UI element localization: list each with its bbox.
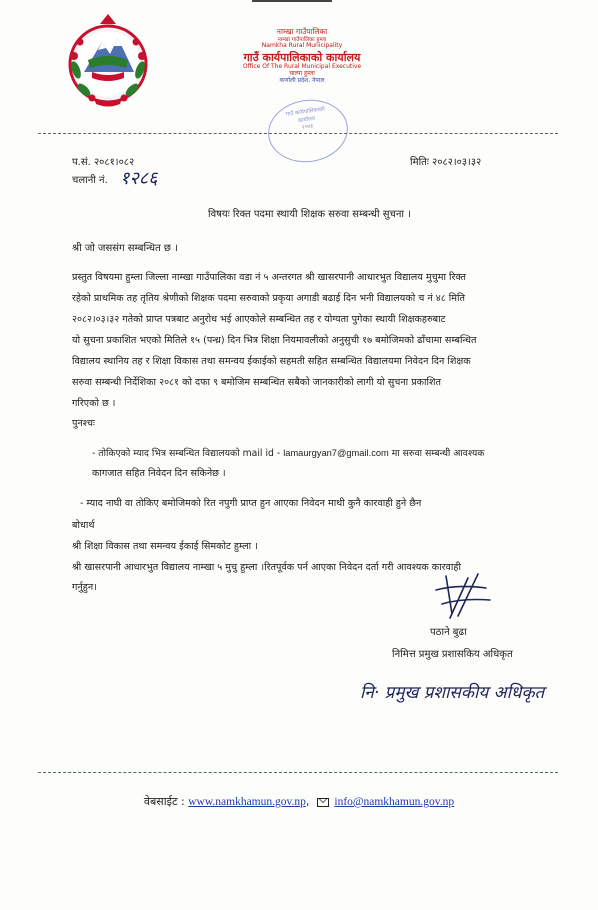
signature-scribble-icon (428, 570, 498, 622)
cc-line-1: श्री शिक्षा विकास तथा समन्वय ईकाई सिमकोट हुम्ला । (72, 541, 258, 552)
stamp-line-1: गाउँ कार्यपालिकाको (285, 106, 326, 118)
dispatch-number-handwritten: १२८६ (120, 168, 158, 189)
body-line: यो सुचना प्रकाशित भएको मितिले १५ (पन्ध्र) दिन भित्र शिक्षा नियमावलीको अनुसुची १७ बमोजिमको ढाँचामा सम्बन्धित (72, 335, 477, 346)
email-link[interactable]: info@namkhamun.gov.np (334, 796, 455, 808)
website-link[interactable]: www.namkhamun.gov.np (188, 796, 306, 808)
body-line: सरुवा सम्बन्धी निर्देशिका २०८१ को दफा ९ बमोजिम सम्बन्धित सबैको जानकारीको लागी यो सुचना प्रकाशित (72, 377, 441, 388)
top-edge-mark (252, 0, 332, 2)
salutation: श्री जो जससंग सम्बन्धित छ । (72, 243, 178, 254)
school-email: lamaurgyan7@gmail.com (283, 448, 389, 458)
palika-name-english: Namkha Rural Municipality (261, 41, 343, 49)
signer-title-handwritten: नि· प्रमुख प्रशासकीय अधिकृत (360, 683, 545, 703)
website-label: वेबसाईट : (143, 795, 185, 808)
palika-subline-nepali: नाम्खा गाउँपालिका हुम्ला (277, 36, 327, 43)
note-1-line-1 (92, 446, 484, 459)
office-name-english: Office Of The Rural Municipal Executive (242, 63, 362, 71)
body-line: प्रस्तुत विषयमा हुम्ला जिल्ला नाम्खा गाउँपालिका वडा नं ५ अन्तरगत श्री खासरपानी आधारभुत विद्यालय मुचुमा रिक्त (72, 272, 466, 283)
note-1-text-b: मा सरुवा सम्बन्धी आवश्यक (388, 448, 485, 459)
body-line: रहेको प्राथमिक तह तृतिय श्रेणीको शिक्षक पदमा सरुवाको प्रकृया अगाडी बढाई दिन भनी विद्यालयको च नं ४८ मिति (72, 293, 465, 304)
body-line: गरिएको छ । (72, 398, 116, 409)
reference-number: प.सं. २०८१।०८२ (72, 157, 135, 168)
note-2-line-1: - म्याद नाघी वा तोकिए बमोजिमको रित नपुगी प्राप्त हुन आएका निवेदन माथी कुनै कारवाही हुने छैन (80, 498, 422, 509)
palika-name-nepali: नाम्खा गाउँपालिका (276, 27, 328, 36)
letterhead (222, 28, 382, 85)
stamp-line-3: २०७३ (301, 123, 314, 132)
district-nepali: चाल्पा हुम्ला (289, 70, 315, 78)
note-1-line-2: कागजात सहित निवेदन दिन सकिनेछ । (92, 468, 226, 479)
office-stamp (264, 95, 352, 168)
cc-line-3: गर्नुहुन। (72, 582, 97, 593)
subject-line: विषयः रिक्त पदमा स्थायी शिक्षक सरुवा सम्बन्धी सुचना । (208, 209, 411, 220)
signer-name: पठाने बुढा (430, 627, 467, 638)
nepal-emblem-icon (62, 12, 154, 108)
footer-separator: , (305, 795, 310, 808)
bodharth-label: बोधार्थ (72, 520, 95, 531)
body-line: विद्यालय स्थानिय तह र शिक्षा विकास तथा समन्वय ईकाईको सहमती सहित सम्बन्धित विद्यालयमा निवेदन दिन शिक्षक (72, 356, 471, 367)
header-divider (38, 133, 558, 134)
signer-title: निमित्त प्रमुख प्रशासकिय अधिकृत (392, 649, 513, 660)
mail-icon (317, 798, 329, 807)
footer-divider (38, 772, 558, 773)
letter-date: मितिः २०८२।०३।३२ (410, 157, 482, 168)
footer (0, 794, 598, 809)
dispatch-label: चलानी नं. (72, 175, 108, 186)
province-nepali: कर्णाली प्रदेश, नेपाल (279, 77, 325, 85)
office-name-nepali: गाउँ कार्यपालिकाको कार्यालय (243, 50, 361, 64)
body-line: २०८२।०३।३२ गतेको प्राप्त पत्रबाट अनुरोध भई आएकोले सम्बन्धित तह र योग्यता पुगेका स्थायी शिक्षकहरुबाट (72, 314, 446, 325)
stamp-line-2: कार्यालय (297, 115, 316, 124)
punashcha-label: पुनश्चः (72, 418, 95, 429)
note-1-text-a: - तोकिएको म्याद भित्र सम्बन्धित विद्यालयको mail id - (92, 448, 284, 459)
cc-line-2: श्री खासरपानी आधारभुत विद्यालय नाम्खा ५ मुचु हुम्ला ।रितपूर्वक पर्न आएका निवेदन दर्ता गरी आवश्यक कारवाही (72, 562, 461, 573)
